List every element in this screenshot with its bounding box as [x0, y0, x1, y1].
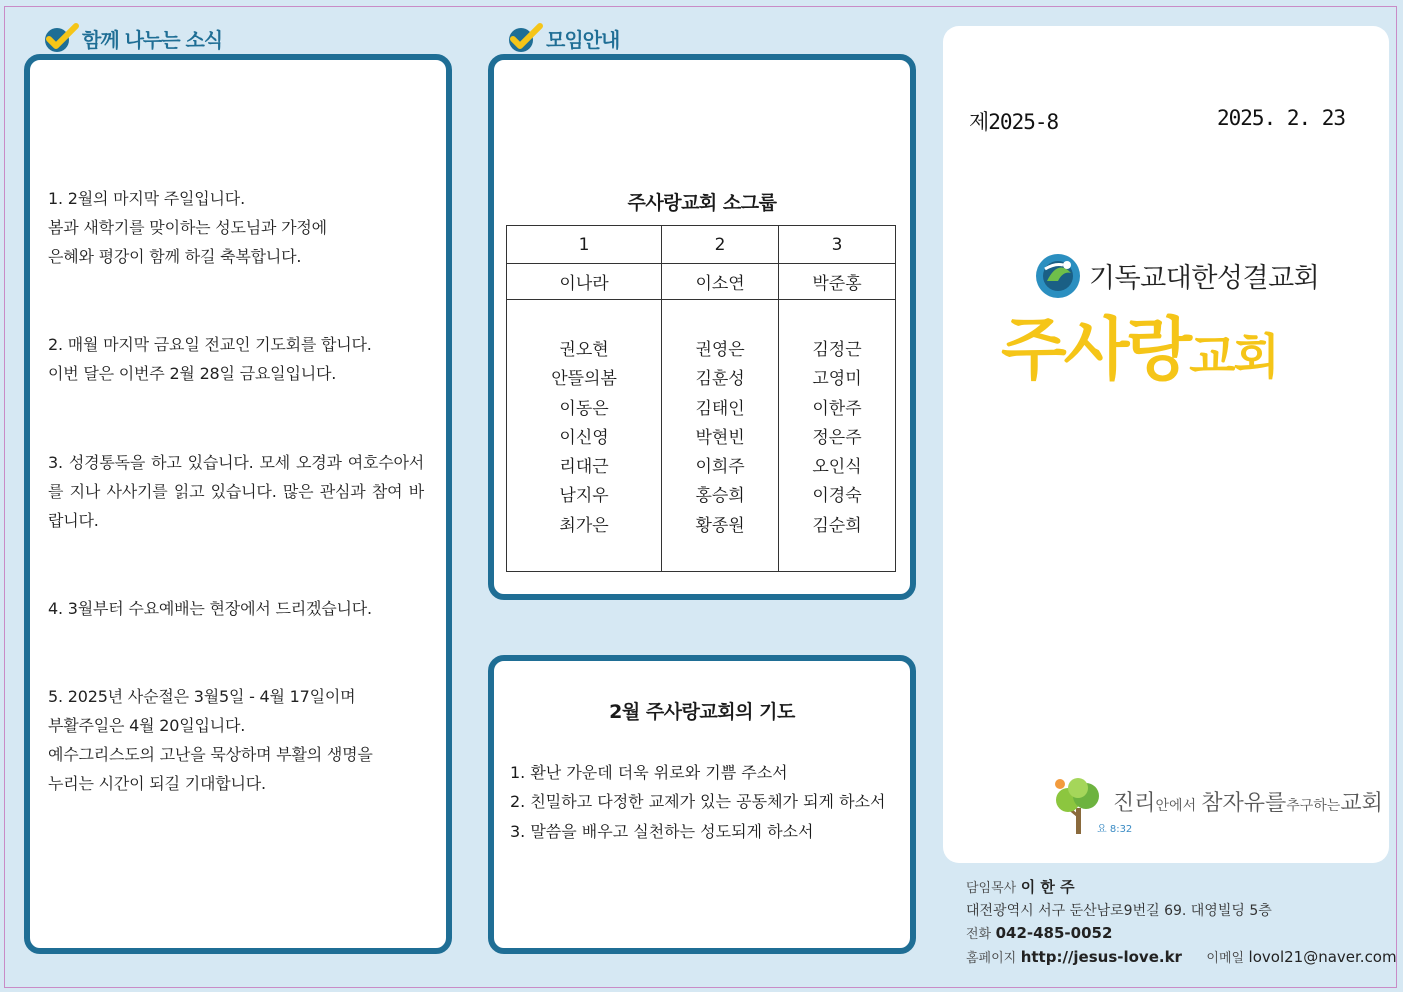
- motto-word: 참자유를: [1201, 791, 1287, 816]
- prayer-list: [510, 758, 885, 846]
- denomination-name: 기독교대한성결교회: [1089, 263, 1320, 294]
- member-name: 권영은: [695, 340, 745, 360]
- news-line: 5. 2025년 사순절은 3월5일 - 4월 17일이며: [48, 687, 356, 706]
- group-number: 2: [662, 226, 779, 264]
- pastor-label: 담임목사: [966, 881, 1017, 896]
- motto-word: 추구하는: [1286, 798, 1341, 814]
- group-members-1: [507, 300, 662, 572]
- news-line: 2. 매월 마지막 금요일 전교인 기도회를 합니다.: [48, 335, 372, 354]
- news-item-2: [48, 330, 428, 388]
- small-groups-title: 주사랑교회 소그룹: [627, 192, 777, 214]
- member-name: 고영미: [812, 369, 862, 390]
- news-item-4: [48, 594, 428, 623]
- news-line: 부활주일은 4월 20일입니다.: [48, 716, 246, 735]
- news-item-1: [48, 184, 428, 271]
- church-name-main: 주사랑: [1001, 311, 1190, 390]
- web-line: [966, 946, 1397, 970]
- news-line: 3. 성경통독을 하고 있습니다. 모세 오경과 여호수아서를 지나 사사기를 읽고 있습니다. 많은 관심과 참여 바랍니다.: [48, 453, 424, 530]
- motto-word: 안에서: [1155, 798, 1197, 814]
- member-name: 홍승희: [695, 486, 745, 507]
- news-panel: [24, 54, 452, 954]
- member-name: 박현빈: [695, 427, 745, 448]
- prayer-item: 2. 친밀하고 다정한 교제가 있는 공동체가 되게 하소서: [510, 792, 886, 812]
- cover-panel: [943, 26, 1389, 863]
- phone-label: 전화: [966, 927, 992, 942]
- email-label: 이메일: [1206, 951, 1245, 966]
- church-name-logo: [1001, 296, 1278, 393]
- homepage-link[interactable]: http://jesus-love.kr: [1020, 948, 1182, 966]
- news-line: 4. 3월부터 수요예배는 현장에서 드리겠습니다.: [48, 599, 372, 618]
- member-name: 이신영: [559, 427, 609, 448]
- group-members-2: [662, 300, 779, 572]
- member-name: 정은주: [812, 427, 862, 448]
- group-members-3: [779, 300, 896, 572]
- prayer-title: 2월 주사랑교회의 기도: [609, 701, 795, 723]
- news-line: 은혜와 평강이 함께 하길 축복합니다.: [48, 247, 302, 266]
- member-name: 이경숙: [812, 486, 862, 507]
- member-name: 남지우: [559, 486, 609, 507]
- member-name: 오인식: [812, 457, 862, 478]
- issue-date: 2025. 2. 23: [1217, 106, 1346, 130]
- pastor-line: [966, 876, 1397, 900]
- small-groups-table: [506, 225, 896, 572]
- member-name: 김태인: [695, 398, 745, 419]
- news-line: 예수그리스도의 고난을 묵상하며 부활의 생명을: [48, 745, 373, 764]
- member-name: 김정근: [812, 340, 862, 360]
- member-name: 이한주: [812, 398, 862, 419]
- small-groups-panel: [488, 54, 916, 600]
- motto-word: 진리: [1113, 791, 1156, 816]
- member-name: 리대근: [559, 457, 609, 478]
- phone-number: 042-485-0052: [995, 924, 1113, 942]
- member-name: 김훈성: [695, 369, 745, 390]
- address: 대전광역시 서구 둔산남로9번길 69. 대영빌딩 5층: [966, 903, 1272, 919]
- news-section-title: [42, 22, 222, 54]
- meeting-title-text: 모임안내: [546, 27, 620, 52]
- prayer-panel: [488, 655, 916, 954]
- pastor-name: 이 한 주: [1020, 878, 1075, 896]
- check-badge-icon: [42, 22, 80, 54]
- motto-word: 교회: [1340, 791, 1383, 816]
- news-line: 누리는 시간이 되길 기대합니다.: [48, 774, 266, 793]
- news-line: 1. 2월의 마지막 주일입니다.: [48, 189, 245, 208]
- member-name: 권오현: [559, 340, 609, 360]
- member-name: 안뜰의봄: [551, 369, 617, 390]
- group-number-row: [507, 226, 896, 264]
- group-leader: 박준홍: [779, 264, 896, 300]
- group-number: 3: [779, 226, 896, 264]
- group-leader-row: [507, 264, 896, 300]
- member-name: 이동은: [559, 398, 609, 419]
- group-leader: 이소연: [662, 264, 779, 300]
- email-link[interactable]: lovol21@naver.com: [1248, 948, 1397, 966]
- check-badge-icon: [506, 22, 544, 54]
- news-line: 이번 달은 이번주 2월 28일 금요일입니다.: [48, 364, 337, 383]
- church-name-suffix: 교회: [1189, 329, 1278, 385]
- news-item-5: [48, 682, 428, 798]
- motto-reference: 요 8:32: [1097, 824, 1133, 835]
- church-motto: [1097, 786, 1383, 835]
- church-contact-info: [966, 876, 1397, 970]
- prayer-item: 3. 말씀을 배우고 실천하는 성도되게 하소서: [510, 821, 814, 841]
- member-name: 김순희: [812, 515, 862, 536]
- news-line: 봄과 새학기를 맞이하는 성도님과 가정에: [48, 218, 327, 237]
- group-members-row: [507, 300, 896, 572]
- meeting-section-title: [506, 22, 619, 54]
- group-leader: 이나라: [507, 264, 662, 300]
- phone-line: [966, 922, 1397, 946]
- prayer-item: 1. 환난 가운데 더욱 위로와 기쁨 주소서: [510, 763, 788, 782]
- group-number: 1: [507, 226, 662, 264]
- member-name: 황종원: [695, 515, 745, 536]
- member-name: 최가은: [559, 515, 609, 536]
- news-title-text: 함께 나누는 소식: [82, 27, 223, 52]
- issue-number: 제2025-8: [969, 110, 1059, 134]
- homepage-label: 홈페이지: [966, 951, 1017, 966]
- news-item-3: [48, 448, 424, 535]
- member-name: 이희주: [695, 457, 745, 478]
- denomination-emblem-icon: [1033, 251, 1083, 301]
